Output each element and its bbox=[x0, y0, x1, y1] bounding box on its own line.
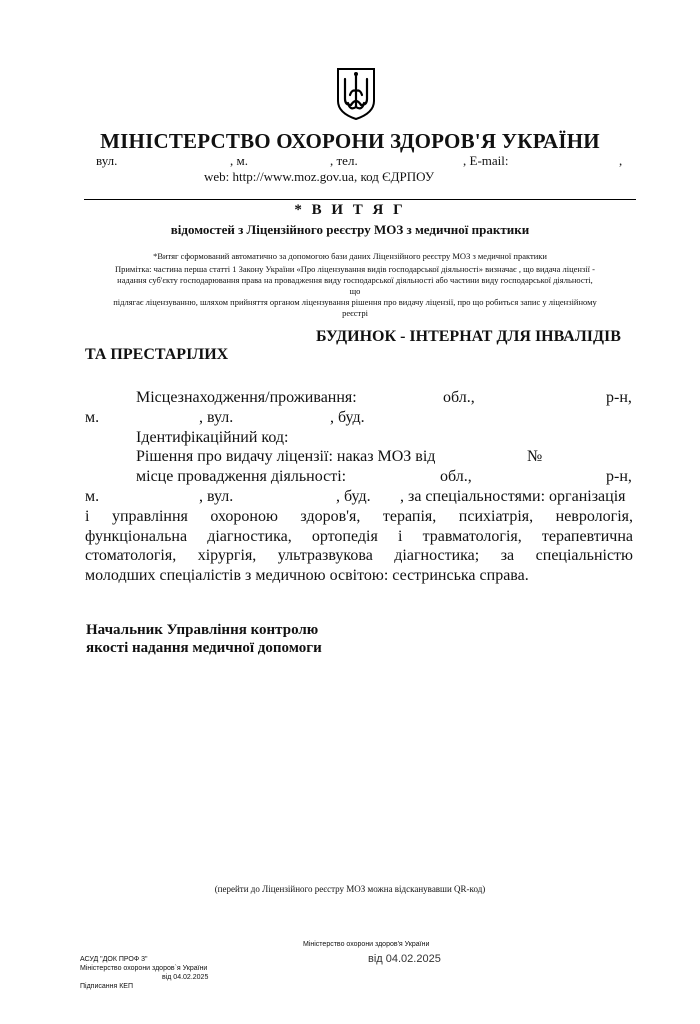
specialties-line: стоматологія, хірургія, ультразвукова діагностика; за спеціальністю bbox=[85, 547, 633, 564]
asud-label: АСУД "ДОК ПРОФ 3" bbox=[80, 956, 148, 963]
signatory-title-line2: якості надання медичної допомоги bbox=[86, 640, 322, 656]
activity-street: , вул. bbox=[199, 488, 234, 505]
decision-label: Рішення про видачу ліцензії: наказ МОЗ від bbox=[136, 448, 436, 465]
location-building: , буд. bbox=[330, 409, 365, 426]
date-small: від 04.02.2025 bbox=[162, 974, 209, 981]
specialties-intro: , за спеціальностями: організація bbox=[400, 488, 626, 505]
stamp-ministry: Міністерство охорони здоров'я України bbox=[303, 941, 430, 948]
id-code-label: Ідентифікаційний код: bbox=[136, 429, 289, 446]
document-subtitle: відомостей з Ліцензійного реєстру МОЗ з медичної практики bbox=[170, 222, 530, 237]
decision-number-sign: № bbox=[527, 448, 543, 465]
location-obl: обл., bbox=[443, 389, 475, 406]
organization-name-line1: БУДИНОК - ІНТЕРНАТ ДЛЯ ІНВАЛІДІВ bbox=[316, 328, 621, 345]
ministry-web: web: http://www.moz.gov.ua, код ЄДРПОУ bbox=[204, 169, 435, 184]
activity-place-label: місце провадження діяльності: bbox=[136, 468, 347, 485]
auto-note: *Витяг сформований автоматично за допомогою бази даних Ліцензійного реєстру МОЗ з медичної практики bbox=[153, 251, 547, 261]
organization-name-line2: ТА ПРЕСТАРІЛИХ bbox=[85, 346, 229, 363]
document-title: * В И Т Я Г bbox=[294, 202, 406, 218]
ukraine-coat-of-arms-icon bbox=[336, 67, 376, 121]
specialties-line: і управління охороною здоров'я, терапія, психіатрія, неврологія, bbox=[85, 508, 633, 525]
location-city: м. bbox=[85, 409, 100, 426]
activity-building: , буд. bbox=[336, 488, 371, 505]
location-rn: р-н, bbox=[606, 389, 632, 406]
activity-city: м. bbox=[85, 488, 100, 505]
ministry-small: Міністерство охорони здоров`я України bbox=[80, 965, 208, 972]
location-label: Місцезнаходження/проживання: bbox=[136, 389, 357, 406]
stamp-date: від 04.02.2025 bbox=[368, 953, 441, 965]
ministry-title: МІНІСТЕРСТВО ОХОРОНИ ЗДОРОВ'Я УКРАЇНИ bbox=[100, 129, 600, 153]
activity-rn: р-н, bbox=[606, 468, 632, 485]
kep-label: Підписання КЕП bbox=[80, 983, 134, 990]
header-divider bbox=[84, 199, 636, 200]
specialties-line: молодших спеціалістів з медичною освітою: сестринська справа. bbox=[85, 567, 529, 584]
signatory-title-line1: Начальник Управління контролю bbox=[86, 622, 319, 638]
location-street: , вул. bbox=[199, 409, 234, 426]
activity-obl: обл., bbox=[440, 468, 472, 485]
remark-note: Примітка: частина перша статті 1 Закону України «Про ліцензування видів господарської діяльності» визначає , що видача ліцензії - надання суб'єкту господарювання права на провадження виду господарської діяльності або частини виду господарської діяльності, що підлягає ліцензуванню, шляхом прийняття органом ліцензування рішення про видачу ліцензії, про що робиться запис у ліцензійному реєстрі bbox=[113, 264, 597, 318]
specialties-line: функціональна діагностика, ортопедія і травматологія, терапевтична bbox=[85, 528, 633, 545]
qr-note: (перейти до Ліцензійного реєстру МОЗ можна відсканувавши QR-код) bbox=[214, 884, 486, 894]
